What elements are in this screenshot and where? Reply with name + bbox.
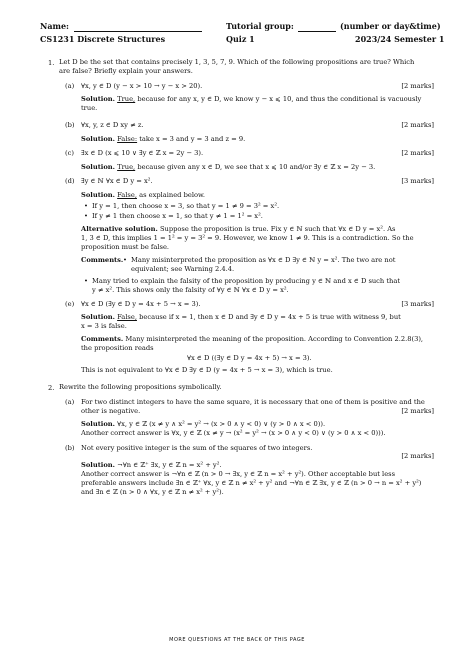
q2a-solution (81, 420, 325, 428)
footer-note: MORE QUESTIONS AT THE BACK OF THIS PAGE (169, 637, 305, 643)
q1-intro-line2: are false? Briefly explain your answers. (59, 67, 193, 75)
q2-intro: Rewrite the following propositions symbolically. (59, 383, 222, 391)
comments-text: Many misinterpreted the meaning of the proposition. According to Convention 2.2.8(3), (125, 335, 424, 343)
q1b-label: (b) (65, 121, 75, 129)
q2-number: 2. (48, 384, 55, 392)
q1d-comment1-line1: Many misinterpreted the proposition as ∀x ∈ D ∃y ∈ ℕ y = x². The two are not (131, 256, 396, 264)
q1d-alt-line3: proposition must be false. (81, 243, 170, 251)
solution-heading: Solution. (81, 135, 115, 143)
name-label: Name: (40, 21, 70, 31)
verdict: True, (117, 163, 136, 171)
tutorial-hint: (number or day&time) (340, 21, 441, 31)
comments-heading: Comments. (81, 335, 124, 343)
q2b-solution (81, 461, 222, 469)
q1d-solution (81, 191, 205, 199)
quiz-title: Quiz 1 (226, 34, 255, 44)
q1c-statement: ∃x ∈ D (x ⩽ 10 ∨ ∃y ∈ ℤ x = 2y − 3). (81, 149, 204, 157)
solution-heading: Solution. (81, 163, 115, 171)
q1d-statement: ∃y ∈ ℕ ∀x ∈ D y = x². (81, 177, 153, 185)
solution-heading: Solution. (81, 461, 115, 469)
tutorial-label: Tutorial group: (226, 21, 294, 31)
q2b-label: (b) (65, 444, 75, 452)
solution-heading: Solution. (81, 313, 115, 321)
course-title: CS1231 Discrete Structures (40, 34, 166, 44)
solution-text: take x = 3 and y = 3 and z = 9. (139, 135, 246, 143)
verdict: False: (117, 135, 138, 143)
solution-text: ∀x, y ∈ ℤ (x ≠ y ∧ x² = y² → (x > 0 ∧ y < 0) ∨ (y > 0 ∧ x < 0)). (117, 420, 326, 428)
q1d-alt-line2: 1, 3 ∈ D, this implies 1 = 1² = y = 3² = 9. However, we know 1 ≠ 9. This is a contradiction. So the (81, 234, 414, 242)
solution-text: as explained below. (139, 191, 206, 199)
q2a-label: (a) (65, 398, 75, 406)
name-blank-line (74, 31, 202, 32)
q1e-comments-line2: the proposition reads (81, 344, 154, 352)
q1d-alt-line1 (81, 225, 396, 233)
alt-solution-text: Suppose the proposition is true. Fix y ∈ ℕ such that ∀x ∈ D y = x². As (159, 225, 396, 233)
q1d-bullet1: If y = 1, then choose x = 3, so that y = 1 ≠ 9 = 3² = x². (92, 202, 280, 210)
solution-heading: Solution. (81, 420, 115, 428)
q2a-statement-line1: For two distinct integers to have the same square, it is necessary that one of them is positive and the (81, 398, 425, 406)
q2b-line3: preferable answers include ∃n ∈ ℤ⁺ ∀x, y ∈ ℤ n ≠ x² + y² and ¬∀n ∈ ℤ ∃x, y ∈ ℤ (n > 0 → n = x² + y²) (81, 479, 422, 487)
q2b-line4: and ∃n ∈ ℤ (n > 0 ∧ ∀x, y ∈ ℤ n ≠ x² + y²). (81, 488, 224, 496)
solution-text: because given any x ∈ D, we see that x ⩽ 10 and/or ∃y ∈ ℤ x = 2y − 3. (137, 163, 376, 171)
q1c-label: (c) (65, 149, 74, 157)
q2a-marks: [2 marks] (401, 407, 434, 415)
q1d-comment2-line1: Many tried to explain the falsity of the proposition by producing y ∈ ℕ and x ∈ D such that (92, 277, 401, 285)
q1e-marks: [3 marks] (401, 300, 434, 308)
q1e-display-formula: ∀x ∈ D ((∃y ∈ D y = 4x + 5) → x = 3). (187, 354, 312, 362)
q1b-solution (81, 135, 245, 143)
q1a-solution (81, 95, 421, 103)
q2b-line2: Another correct answer is ¬∀n ∈ ℤ (n > 0 → ∃x, y ∈ ℤ n = x² + y²). Other acceptable but less (81, 470, 396, 478)
q1a-marks: [2 marks] (401, 82, 434, 90)
q1b-statement: ∀x, y, z ∈ D xy ≠ z. (81, 121, 144, 129)
tutorial-blank-line (298, 31, 336, 32)
q1c-marks: [2 marks] (401, 149, 434, 157)
q1-number: 1. (48, 59, 55, 67)
q1a-solution-line2: true. (81, 104, 98, 112)
q1d-marks: [3 marks] (401, 177, 434, 185)
q2a-statement-line2: other is negative. (81, 407, 141, 415)
q1a-statement: ∀x, y ∈ D (y − x > 10 → y − x > 20). (81, 82, 203, 90)
q2b-statement: Not every positive integer is the sum of the squares of two integers. (81, 444, 313, 452)
bullet-icon: • (123, 256, 127, 264)
solution-heading: Solution. (81, 95, 115, 103)
q1d-comment1-line2: equivalent; see Warning 2.4.4. (131, 265, 235, 273)
q1e-statement: ∀x ∈ D (∃y ∈ D y = 4x + 5 → x = 3). (81, 300, 201, 308)
bullet-icon: • (84, 202, 88, 210)
q1e-label: (e) (65, 300, 75, 308)
q1e-solution-line2: x = 3 is false. (81, 322, 127, 330)
q1b-marks: [2 marks] (401, 121, 434, 129)
q2b-marks: [2 marks] (401, 452, 434, 460)
q1e-comments-line3: This is not equivalent to ∀x ∈ D ∃y ∈ D (y = 4x + 5 → x = 3), which is true. (81, 366, 333, 374)
alt-solution-heading: Alternative solution. (81, 225, 158, 233)
q1d-comments-heading: Comments. (81, 256, 124, 264)
q1d-label: (d) (65, 177, 75, 185)
q1d-comment2-line2: y ≠ x². This shows only the falsity of ∀y ∈ ℕ ∀x ∈ D y = x². (92, 286, 289, 294)
solution-text: because if x = 1, then x ∈ D and ∃y ∈ D y = 4x + 5 is true with witness 9, but (139, 313, 401, 321)
solution-heading: Solution. (81, 191, 115, 199)
q1e-solution (81, 313, 401, 321)
bullet-icon: • (84, 212, 88, 220)
verdict: False, (117, 191, 137, 199)
q1d-bullet2: If y ≠ 1 then choose x = 1, so that y ≠ 1 = 1² = x². (92, 212, 263, 220)
bullet-icon: • (84, 277, 88, 285)
q1c-solution (81, 163, 375, 171)
semester: 2023/24 Semester 1 (355, 34, 445, 44)
q2a-another: Another correct answer is ∀x, y ∈ ℤ (x ≠ y → (x² = y² → (x > 0 ∧ y < 0) ∨ (y > 0 ∧ x < 0))). (81, 429, 386, 437)
verdict: False, (117, 313, 137, 321)
q1e-comments-line1 (81, 335, 423, 343)
verdict: True, (117, 95, 136, 103)
q1a-label: (a) (65, 82, 75, 90)
solution-text: ¬∀n ∈ ℤ⁺ ∃x, y ∈ ℤ n = x² + y². (117, 461, 222, 469)
q1-intro-line1: Let D be the set that contains precisely 1, 3, 5, 7, 9. Which of the following propositions are true? Which (59, 58, 415, 66)
solution-text: because for any x, y ∈ D, we know y − x ⩽ 10, and thus the conditional is vacuously (137, 95, 422, 103)
